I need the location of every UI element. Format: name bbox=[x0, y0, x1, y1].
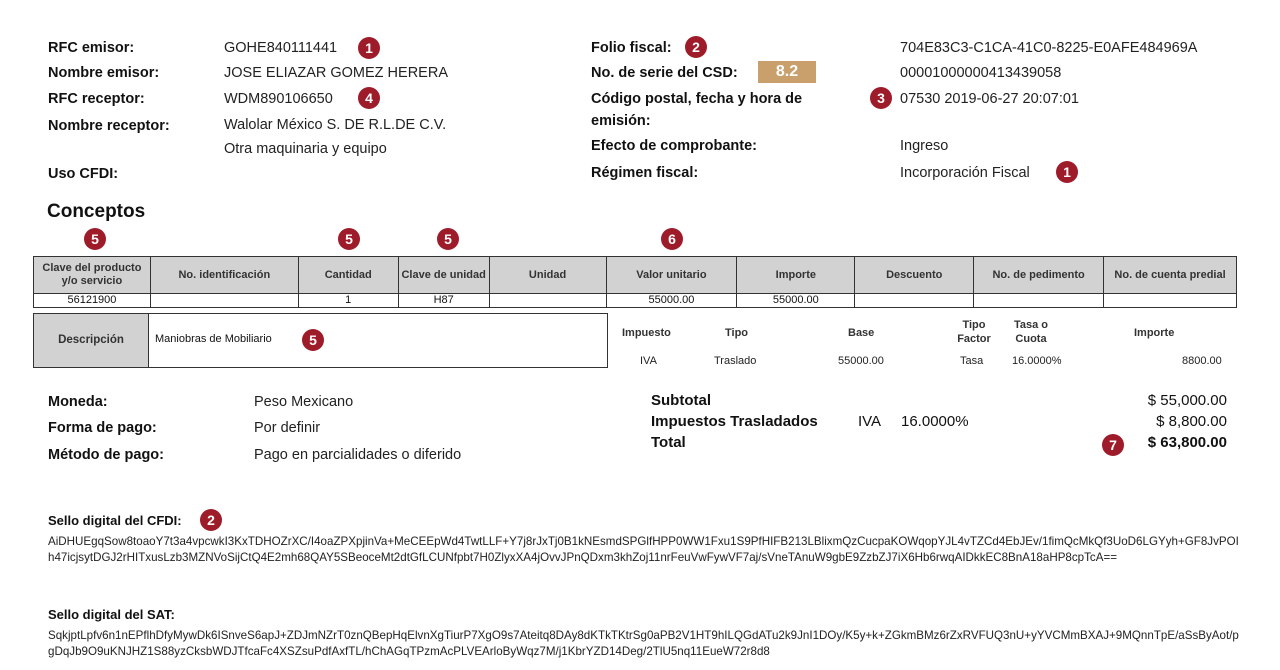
marker-badge: 5 bbox=[437, 228, 459, 250]
descripcion-value: Maniobras de Mobiliario bbox=[155, 333, 272, 345]
table-cell: H87 bbox=[398, 294, 489, 308]
col-clave-producto: Clave del producto y/o servicio bbox=[34, 257, 151, 294]
descripcion-label: Descripción bbox=[34, 314, 149, 367]
receptor-extra-value: Otra maquinaria y equipo bbox=[224, 141, 387, 157]
forma-pago-label: Forma de pago: bbox=[48, 420, 157, 436]
nombre-emisor-label: Nombre emisor: bbox=[48, 65, 160, 81]
tax-cell: 16.0000% bbox=[1012, 355, 1062, 367]
marker-badge: 1 bbox=[1056, 161, 1078, 183]
table-cell bbox=[489, 294, 606, 308]
nombre-receptor-value: Walolar México S. DE R.L.DE C.V. bbox=[224, 117, 447, 133]
regimen-label: Régimen fiscal: bbox=[591, 165, 699, 181]
col-no-pedimento: No. de pedimento bbox=[974, 257, 1104, 294]
table-cell bbox=[974, 294, 1104, 308]
nombre-emisor-value: JOSE ELIAZAR GOMEZ HERERA bbox=[224, 65, 448, 81]
regimen-value: Incorporación Fiscal bbox=[900, 165, 1030, 181]
table-header-row bbox=[34, 257, 1237, 294]
forma-pago-value: Por definir bbox=[254, 420, 321, 436]
sello-cfdi-text: AiDHUEgqSow8toaoY7t3a4vpcwkI3KxTDHOZrXC/I4oaZPXpjinVa+MeCEEpWd4TwtLLF+Y7j8rJxTj0B1kNEsmdSPGlfHPP0WW1Fxu1S9PfHIFB213LBlixmQzCucpaKOWqopYJL4vTZCd4EbJEv/1fimQcMkQf3UoD6LGYyh+GF8JvPOIh47icjsytDGJ2rHITxusLzb3MZNVoSijCtQ4E2mh68QAY5SBeoceMt2dtGfLCUNfpbt7H0ZlyxXA4jOvvJPnQDxm3khZoj11nrFeuVwFywVF7aj/sVneTAnuW9gbE9ZzbZJ7iX6Hb6rwqAIDkkEC8BnA18aHP8cpTcA== bbox=[48, 535, 1239, 564]
total-value: $ 63,800.00 bbox=[1147, 434, 1227, 451]
table-cell: 55000.00 bbox=[606, 294, 737, 308]
impuestos-value: $ 8,800.00 bbox=[1156, 413, 1227, 430]
marker-badge: 5 bbox=[338, 228, 360, 250]
tax-cell: Traslado bbox=[714, 355, 757, 367]
table-cell bbox=[150, 294, 298, 308]
cp-fecha-label-line1: Código postal, fecha y hora de bbox=[591, 91, 803, 107]
folio-fiscal-label: Folio fiscal: bbox=[591, 40, 672, 56]
marker-badge: 2 bbox=[685, 36, 707, 58]
descripcion-box bbox=[33, 313, 608, 368]
tax-col-impuesto: Impuesto bbox=[622, 327, 671, 339]
conceptos-title: Conceptos bbox=[47, 201, 146, 222]
metodo-pago-value: Pago en parcialidades o diferido bbox=[254, 447, 462, 463]
table-cell: 1 bbox=[298, 294, 398, 308]
rfc-emisor-label: RFC emisor: bbox=[48, 40, 135, 56]
tax-col-tasa-cuota: Tasa o Cuota bbox=[1013, 319, 1049, 345]
table-cell bbox=[855, 294, 974, 308]
uso-cfdi-label: Uso CFDI: bbox=[48, 166, 119, 182]
marker-badge: 5 bbox=[302, 329, 324, 351]
csd-marker-badge: 8.2 bbox=[758, 61, 816, 83]
tax-cell: 8800.00 bbox=[1182, 355, 1222, 367]
col-valor-unitario: Valor unitario bbox=[606, 257, 737, 294]
subtotal-label: Subtotal bbox=[651, 392, 711, 409]
tax-col-tipo: Tipo bbox=[725, 327, 749, 339]
table-row bbox=[34, 294, 1237, 308]
subtotal-value: $ 55,000.00 bbox=[1147, 392, 1227, 409]
marker-badge: 5 bbox=[84, 228, 106, 250]
marker-badge: 4 bbox=[358, 87, 380, 109]
tax-col-base: Base bbox=[848, 327, 875, 339]
total-label: Total bbox=[651, 434, 686, 451]
marker-badge: 1 bbox=[358, 37, 380, 59]
impuestos-label: Impuestos Trasladados bbox=[651, 413, 818, 430]
sello-sat-title: Sello digital del SAT: bbox=[48, 607, 175, 622]
tax-cell: Tasa bbox=[960, 355, 984, 367]
nombre-receptor-label: Nombre receptor: bbox=[48, 118, 170, 134]
impuestos-tipo: IVA bbox=[858, 413, 882, 430]
marker-badge: 7 bbox=[1102, 434, 1124, 456]
tax-cell: 55000.00 bbox=[838, 355, 884, 367]
table-cell: 55000.00 bbox=[737, 294, 855, 308]
sello-cfdi-title: Sello digital del CFDI: bbox=[48, 513, 182, 528]
conceptos-table bbox=[33, 256, 1237, 308]
marker-badge: 3 bbox=[870, 87, 892, 109]
col-importe: Importe bbox=[737, 257, 855, 294]
table-cell: 56121900 bbox=[34, 294, 151, 308]
col-clave-unidad: Clave de unidad bbox=[398, 257, 489, 294]
tax-col-importe: Importe bbox=[1134, 327, 1175, 339]
rfc-emisor-value: GOHE840111441 bbox=[224, 40, 338, 56]
rfc-receptor-label: RFC receptor: bbox=[48, 91, 145, 107]
marker-badge: 6 bbox=[661, 228, 683, 250]
tax-col-tipo-factor: Tipo Factor bbox=[957, 319, 991, 345]
col-descuento: Descuento bbox=[855, 257, 974, 294]
tax-cell: IVA bbox=[640, 355, 657, 367]
col-unidad: Unidad bbox=[489, 257, 606, 294]
metodo-pago-label: Método de pago: bbox=[48, 447, 164, 463]
impuestos-tasa: 16.0000% bbox=[901, 413, 969, 430]
moneda-label: Moneda: bbox=[48, 394, 108, 410]
serie-csd-value: 00001000000413439058 bbox=[900, 65, 1062, 81]
table-cell bbox=[1104, 294, 1237, 308]
col-no-identificacion: No. identificación bbox=[150, 257, 298, 294]
col-cuenta-predial: No. de cuenta predial bbox=[1104, 257, 1237, 294]
efecto-value: Ingreso bbox=[900, 138, 949, 154]
col-cantidad: Cantidad bbox=[298, 257, 398, 294]
sello-sat-text: SqkjptLpfv6n1nEPflhDfyMywDk6ISnveS6apJ+ZDJmNZrT0znQBepHqElvnXgTiurP7XgO9s7Ateitq8DAy8dKTkTKtrSg0aPB2V1HT9hILQGdATu2k9JnI1DOy/K5y+k+ZGkmBMz6rZxRVFUQ3nU+yYVCMmBXAJ+9MQnnTpE/aSsByAot/pgDqJb9O9uKNJHZ1S88yzCksbWDJTfcaFc4XSZsuPdfAxfTL/hChAGqTPzmAcPLVEArloByWqz7M/j1KbrYZD14Deg/2TlU5nq11EueW72r8d8 bbox=[48, 629, 1239, 658]
cp-fecha-label-line2: emisión: bbox=[591, 113, 651, 129]
rfc-receptor-value: WDM890106650 bbox=[224, 91, 333, 107]
marker-badge: 2 bbox=[200, 509, 222, 531]
cp-fecha-value: 07530 2019-06-27 20:07:01 bbox=[900, 91, 1079, 107]
serie-csd-label: No. de serie del CSD: bbox=[591, 65, 738, 81]
folio-fiscal-value: 704E83C3-C1CA-41C0-8225-E0AFE484969A bbox=[900, 40, 1198, 56]
moneda-value: Peso Mexicano bbox=[254, 394, 354, 410]
efecto-label: Efecto de comprobante: bbox=[591, 138, 757, 154]
